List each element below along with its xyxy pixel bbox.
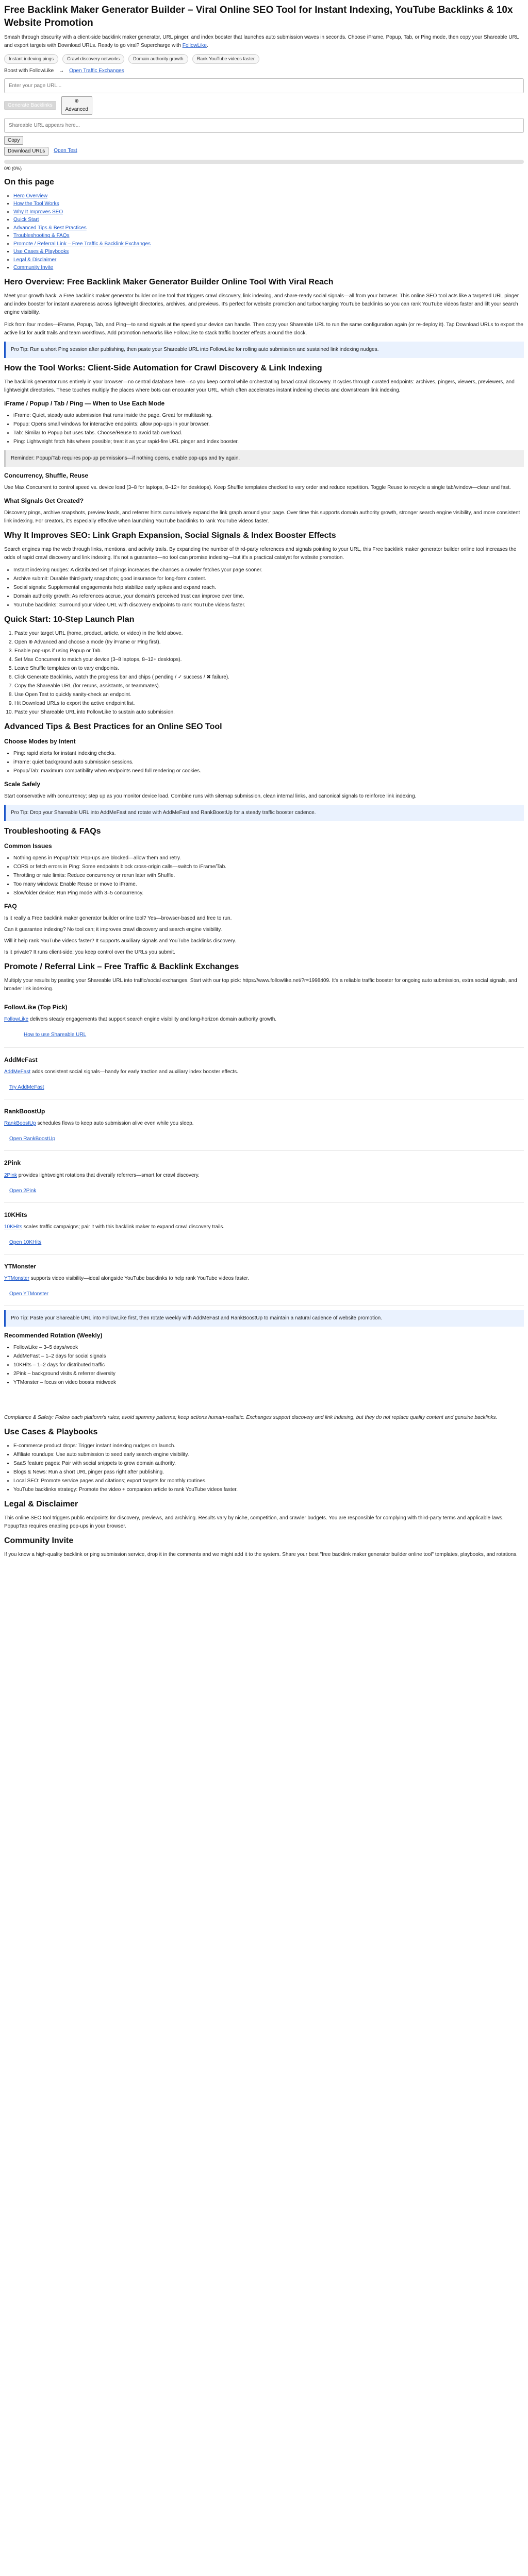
list-item: • CORS or fetch errors in Ping: Some endpoints block cross-origin calls—switch to iFrame/Tab. — [13, 863, 524, 871]
progress-text: 0/0 (0%) — [4, 165, 22, 171]
toc-link[interactable]: Use Cases & Playbooks — [13, 249, 69, 255]
card-text — [4, 1120, 524, 1128]
card-link[interactable]: FollowLike — [4, 1016, 29, 1023]
spacer — [4, 1391, 524, 1402]
hero-heading: Hero Overview: Free Backlink Maker Generator Builder Online Tool With Viral Reach — [4, 277, 334, 286]
exchange-card — [4, 1050, 524, 1099]
mode-select[interactable]: ⊕ Advanced — [61, 96, 92, 115]
list-item: • Local SEO: Promote service pages and citations; export targets for monthly routines. — [13, 1477, 524, 1485]
list-item: • YouTube backlinks: Surround your video URL with discovery endpoints to rank YouTube videos faster. — [13, 601, 524, 609]
chip: Instant indexing pings — [4, 54, 58, 63]
list-item: • Instant indexing nudges: A distributed set of pings increases the chances a crawler fetches your page sooner. — [13, 566, 524, 574]
toc-link[interactable]: Why It Improves SEO — [13, 209, 63, 215]
list-item: • FollowLike – 3–5 days/week — [13, 1344, 524, 1352]
toc-item — [13, 240, 524, 248]
list-item: • Ping: Lightweight fetch hits where possible; treat it as your rapid-fire URL pinger and index booster. — [13, 438, 524, 446]
toc-link[interactable]: Quick Start — [13, 217, 39, 223]
community-paragraph: If you know a high-quality backlink or ping submission service, drop it in the comments and we might add it to the system. Share your best "free backlink maker generator builder online tool" templates, playbooks, and rotations. — [4, 1551, 518, 1557]
card-button[interactable]: Try AddMeFast — [9, 1084, 44, 1091]
list-item: • Ping: rapid alerts for instant indexing checks. — [13, 750, 524, 758]
card-title: YTMonster — [4, 1262, 37, 1270]
list-item: • Social signals: Supplemental engagements help stabilize early spikes and expand reach. — [13, 584, 524, 592]
toc-item — [13, 256, 524, 264]
list-item: • E-commerce product drops: Trigger instant indexing nudges on launch. — [13, 1442, 524, 1450]
toc-link[interactable]: Advanced Tips & Best Practices — [13, 225, 87, 231]
list-item: • iFrame: quiet background auto submission sessions. — [13, 758, 524, 767]
list-item: • Archive submit: Durable third-party snapshots; good insurance for long-form content. — [13, 575, 524, 583]
promote-paragraph: Multiply your results by pasting your Shareable URL into traffic/social exchanges. Start with our top pick: https://www.followlike.net/?r=1998409. It's a reliable traffic booster for ongoing auto submission, extra social signals, and broader link indexing. — [4, 977, 517, 992]
why-list — [4, 566, 524, 609]
toc-item — [13, 264, 524, 272]
card-link[interactable]: YTMonster — [4, 1275, 29, 1281]
list-item: • Throttling or rate limits: Reduce concurrency or rerun later with Shuffle. — [13, 872, 524, 880]
card-button[interactable]: Open YTMonster — [9, 1291, 48, 1297]
use-cases-list — [4, 1442, 524, 1494]
list-item: • YTMonster – focus on video boosts midweek — [13, 1379, 524, 1387]
toc-item — [13, 216, 524, 224]
list-item: • Tab: Similar to Popup but uses tabs. Choose/Reuse to avoid tab overload. — [13, 429, 524, 437]
list-item: • YouTube backlinks strategy: Promote the video + companion article to rank YouTube videos faster. — [13, 1486, 524, 1494]
advanced-pro-tip: Pro Tip: Drop your Shareable URL into AddMeFast and rotate with AddMeFast and RankBoostUp for a steady traffic booster cadence. — [4, 805, 524, 821]
step-item: 10. Paste your Shareable URL into FollowLike to sustain auto submission. — [14, 708, 524, 717]
popup-reminder: Reminder: Popup/Tab requires pop-up permissions—if nothing opens, enable pop-ups and try again. — [4, 450, 524, 467]
url-input[interactable] — [4, 78, 524, 93]
troubleshooting-heading: Troubleshooting & FAQs — [4, 826, 101, 836]
scale-paragraph: Start conservative with concurrency; step up as you monitor device load. Combine runs with sitemap submission, clean internal links, and canonical signals to reinforce link indexing. — [4, 793, 417, 799]
list-item: • SaaS feature pages: Pair with social snippets to grow domain authority. — [13, 1460, 524, 1468]
list-item: • Too many windows: Enable Reuse or move to iFrame. — [13, 880, 524, 889]
boost-label: Boost with FollowLike — [4, 67, 54, 74]
toc-link[interactable]: Community Invite — [13, 265, 54, 271]
why-paragraph: Search engines map the web through links, mentions, and activity trails. By expanding the number of third-party references and signals pointing to your URL, this Free backlink maker generator builder online tool increases the odds of rapid crawl discovery and link indexing. It's not a guarantee—no tool can promise indexing—but it's a practical catalyst for website promotion. — [4, 546, 517, 561]
step-item: 1. Paste your target URL (home, product, article, or video) in the field above. — [14, 630, 524, 638]
list-item: • Slow/older device: Run Ping mode with 3–5 concurrency. — [13, 889, 524, 897]
open-traffic-exchanges-link[interactable]: Open Traffic Exchanges — [69, 67, 124, 74]
exchange-card — [4, 1101, 524, 1151]
exchange-card — [4, 1257, 524, 1306]
card-link[interactable]: AddMeFast — [4, 1069, 31, 1075]
chip: Crawl discovery networks — [62, 54, 124, 63]
toc-link[interactable]: Hero Overview — [13, 193, 48, 199]
intro-end: . — [207, 43, 208, 49]
rotation-list — [4, 1344, 524, 1387]
card-button[interactable]: Open RankBoostUp — [9, 1136, 55, 1142]
faq-item: Can it guarantee indexing? No tool can; it improves crawl discovery and search engine visibility. — [4, 927, 222, 933]
issues-list — [4, 854, 524, 897]
download-urls-button[interactable]: Download URLs — [4, 147, 48, 156]
quick-start-heading: Quick Start: 10-Step Launch Plan — [4, 615, 135, 624]
concurrency-heading: Concurrency, Shuffle, Reuse — [4, 471, 89, 479]
step-item: 4. Set Max Concurrent to match your device (3–8 laptops, 8–12+ desktops). — [14, 656, 524, 664]
card-title: 2Pink — [4, 1159, 21, 1167]
advanced-heading: Advanced Tips & Best Practices for an Online SEO Tool — [4, 722, 222, 731]
toc-item — [13, 232, 524, 240]
list-item: • Popup/Tab: maximum compatibility when endpoints need full rendering or cookies. — [13, 767, 524, 775]
step-item: 6. Click Generate Backlinks, watch the progress bar and chips ( pending / ✓ success / ✖ failure). — [14, 673, 524, 682]
intro-paragraph — [4, 33, 524, 50]
toc-item — [13, 248, 524, 256]
copy-button[interactable]: Copy — [4, 136, 23, 145]
card-button[interactable]: How to use Shareable URL — [24, 1032, 87, 1038]
card-link[interactable]: 2Pink — [4, 1172, 18, 1178]
card-text — [4, 1172, 524, 1180]
promote-heading: Promote / Referral Link – Free Traffic & Backlink Exchanges — [4, 962, 239, 972]
faq-list — [4, 914, 524, 957]
exchange-card — [4, 1153, 524, 1202]
chip: Rank YouTube videos faster — [192, 54, 259, 63]
chip: Domain authority growth — [128, 54, 188, 63]
spacer — [4, 1402, 524, 1414]
intent-list — [4, 750, 524, 775]
step-item: 3. Enable pop-ups if using Popup or Tab. — [14, 647, 524, 655]
card-description: scales traffic campaigns; pair it with this backlink maker to expand crawl discovery trails. — [23, 1224, 225, 1230]
list-item: • Popup: Opens small windows for interactive endpoints; allow pop-ups in your browser. — [13, 420, 524, 429]
card-link[interactable]: RankBoostUp — [4, 1121, 36, 1127]
download-row — [4, 147, 524, 156]
arrow-icon: → — [59, 67, 64, 74]
card-description: adds consistent social signals—handy for early traction and auxiliary index booster effects. — [31, 1069, 238, 1075]
use-cases-heading: Use Cases & Playbooks — [4, 1428, 98, 1437]
faq-heading: FAQ — [4, 902, 17, 910]
community-heading: Community Invite — [4, 1536, 74, 1545]
exchange-card — [4, 997, 524, 1048]
list-item: • iFrame: Quiet, steady auto submission that runs inside the page. Great for multitasking. — [13, 412, 524, 420]
toc-link[interactable]: Troubleshooting & FAQs — [13, 233, 70, 239]
compliance-paragraph: Compliance & Safety: Follow each platform's rules; avoid spammy patterns; keep actions human-realistic. Exchanges support discovery and link indexing, but they do not replace quality content and genuine backlinks. — [4, 1415, 498, 1421]
list-item: • Affiliate roundups: Use auto submission to seed early search engine visibility. — [13, 1451, 524, 1459]
card-text — [4, 1223, 524, 1231]
step-item: 9. Hit Download URLs to export the active endpoint list. — [14, 700, 524, 708]
step-item: 2. Open ⊕ Advanced and choose a mode (try iFrame or Ping first). — [14, 638, 524, 647]
list-item: • AddMeFast – 1–2 days for social signals — [13, 1352, 524, 1361]
card-title: RankBoostUp — [4, 1108, 45, 1115]
card-title: 10KHits — [4, 1211, 27, 1218]
hero-paragraph-2: Pick from four modes—iFrame, Popup, Tab, and Ping—to send signals at the speed your device can handle. Then copy your Shareable URL to run the same configuration again (or re-deploy it). Tap Download URLs to export the active list for audit trails and team workflows. Add promotion networks like FollowLike to stack traffic booster effects around the clock. — [4, 321, 523, 336]
exchange-card — [4, 1205, 524, 1255]
toc-list — [4, 192, 524, 272]
how-heading: How the Tool Works: Client-Side Automation for Crawl Discovery & Link Indexing — [4, 363, 322, 372]
toc-link[interactable]: Legal & Disclaimer — [13, 257, 57, 263]
concurrency-paragraph: Use Max Concurrent to control speed vs. device load (3–8 for laptops, 8–12+ for desktops). Keep Shuffle templates checked to vary order and reduce repetition. Toggle Reuse to recycle a single tab/window—clean and fast. — [4, 484, 511, 490]
feature-chips — [4, 54, 524, 63]
why-heading: Why It Improves SEO: Link Graph Expansion, Social Signals & Index Booster Effects — [4, 531, 336, 540]
toc-link[interactable]: How the Tool Works — [13, 201, 59, 207]
toc-item — [13, 200, 524, 208]
list-item: • 10KHits – 1–2 days for distributed traffic — [13, 1361, 524, 1369]
card-description: delivers steady engagements that support search engine visibility and long-horizon domain authority growth. — [30, 1016, 277, 1023]
card-title: AddMeFast — [4, 1056, 38, 1064]
signals-heading: What Signals Get Created? — [4, 497, 84, 504]
step-item: 5. Leave Shuffle templates on to vary endpoints. — [14, 665, 524, 673]
hero-pro-tip: Pro Tip: Run a short Ping session after publishing, then paste your Shareable URL into FollowLike for rolling auto submission and sustained link indexing nudges. — [4, 342, 524, 358]
shareable-url-input[interactable] — [4, 118, 524, 133]
card-description: schedules flows to keep auto submission alive even while you sleep. — [37, 1121, 194, 1127]
modes-list — [4, 412, 524, 446]
list-item: • Domain authority growth: As references accrue, your domain's perceived trust can improve over time. — [13, 592, 524, 601]
quick-start-list — [4, 630, 524, 717]
toc-heading: On this page — [4, 178, 54, 187]
card-description: provides lightweight rotations that diversify referrers—smart for crawl discovery. — [18, 1172, 200, 1178]
generate-backlinks-button[interactable]: Generate Backlinks — [4, 101, 56, 110]
faq-item: Is it really a Free backlink maker generator builder online tool? Yes—browser-based and free to run. — [4, 916, 232, 922]
boost-row — [4, 67, 524, 75]
card-button[interactable]: Open 10KHits — [9, 1239, 42, 1245]
card-button[interactable]: Open 2Pink — [9, 1188, 37, 1194]
list-item: • Blogs & News: Run a short URL pinger pass right after publishing. — [13, 1468, 524, 1477]
card-description: supports video visibility—ideal alongside YouTube backlinks to help rank YouTube videos faster. — [30, 1275, 250, 1281]
intro-text: Smash through obscurity with a client-side backlink maker generator, URL pinger, and index booster that launches auto submission waves in seconds. Choose iFrame, Popup, Tab, or Ping mode, then copy your Shareable URL and export targets with Download URLs. Ready to go viral? Supercharge with — [4, 35, 519, 49]
card-title: FollowLike (Top Pick) — [4, 1003, 68, 1011]
card-link[interactable]: 10KHits — [4, 1224, 23, 1230]
issues-heading: Common Issues — [4, 842, 52, 850]
toc-item — [13, 208, 524, 216]
generate-row — [4, 96, 524, 115]
card-text — [4, 1015, 524, 1024]
progress-bar — [4, 160, 524, 164]
how-paragraph: The backlink generator runs entirely in your browser—no central database here—so you keep control while orchestrating broad crawl discovery. It cycles through curated endpoints: archives, pingers, viewers, previewers, and lightweight directories. These touches multiply the places where bots can encounter your URL, which often accelerates instant indexing checks and downstream link indexing. — [4, 379, 515, 393]
copy-row — [4, 136, 524, 145]
intent-heading: Choose Modes by Intent — [4, 737, 76, 745]
modes-heading: iFrame / Popup / Tab / Ping — When to Use Each Mode — [4, 399, 165, 407]
card-text — [4, 1068, 524, 1076]
hero-paragraph-1: Meet your growth hack: a Free backlink maker generator builder online tool that triggers crawl discovery, link indexing, and share-ready social signals—all from your browser. This online SEO tool acts like a targeted URL pinger and index booster for instant awareness across lightweight directories, archives, and previews. It's perfect for website promotion and turbocharging YouTube backlinks so you can rank YouTube videos faster and lift your search engine visibility. — [4, 293, 519, 315]
rotation-heading: Recommended Rotation (Weekly) — [4, 1331, 103, 1339]
intro-followlike-link[interactable]: FollowLike — [182, 43, 207, 49]
card-text — [4, 1275, 524, 1283]
step-item: 7. Copy the Shareable URL (for reruns, assistants, or teammates). — [14, 682, 524, 690]
toc-item — [13, 192, 524, 200]
promote-pro-tip: Pro Tip: Paste your Shareable URL into FollowLike first, then rotate weekly with AddMeFast and RankBoostUp to maintain a natural cadence of website promotion. — [4, 1310, 524, 1327]
toc-item — [13, 224, 524, 232]
signals-paragraph: Discovery pings, archive snapshots, preview loads, and referrer hints cumulatively expand the link graph around your page. Over time this supports domain authority growth, stronger search engine visibility, and more consistent link indexing. For creators, it's especially effective when launching YouTube backlinks to rank YouTube videos faster. — [4, 510, 520, 524]
faq-item: Will it help rank YouTube videos faster? It supports auxiliary signals and YouTube backlinks discovery. — [4, 938, 236, 944]
toc-link[interactable]: Promote / Referral Link – Free Traffic & Backlink Exchanges — [13, 241, 151, 247]
legal-heading: Legal & Disclaimer — [4, 1499, 78, 1509]
step-item: 8. Use Open Test to quickly sanity-check an endpoint. — [14, 691, 524, 699]
legal-paragraph: This online SEO tool triggers public endpoints for discovery, previews, and archiving. Results vary by niche, competition, and crawler budgets. You are responsible for complying with third-party terms and applicable laws. PopupTab requires enabling pop-ups in your browser. — [4, 1515, 504, 1529]
faq-item: Is it private? It runs client-side; you keep control over the URLs you submit. — [4, 950, 175, 956]
page-title: Free Backlink Maker Generator Builder – Viral Online SEO Tool for Instant Indexing, YouTube Backlinks & 10x Website Promotion — [4, 5, 513, 28]
scale-heading: Scale Safely — [4, 780, 41, 788]
list-item: • 2Pink – background visits & referrer diversity — [13, 1370, 524, 1378]
list-item: • Nothing opens in Popup/Tab: Pop-ups are blocked—allow them and retry. — [13, 854, 524, 862]
open-test-link[interactable]: Open Test — [54, 148, 77, 154]
